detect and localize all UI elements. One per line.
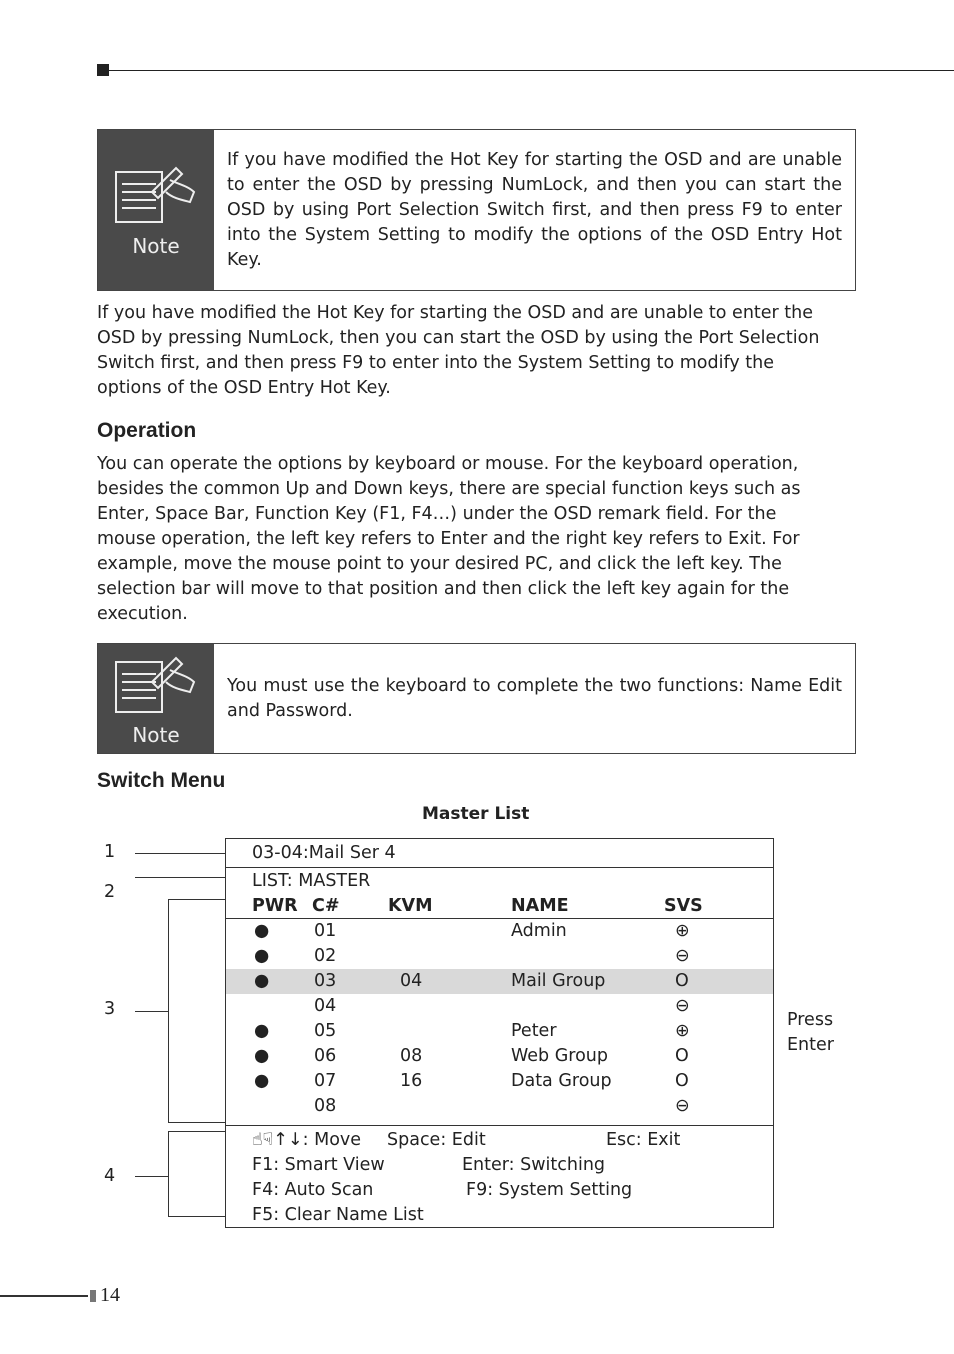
- callout-2-line: [135, 877, 225, 878]
- osd-title-line: 03-04:Mail Ser 4: [252, 843, 396, 863]
- callout-3: 3: [104, 999, 116, 1019]
- callout-3-bracket-top: [168, 899, 225, 900]
- cell-name: Web Group: [511, 1046, 608, 1066]
- footer-rule: [0, 1295, 88, 1297]
- cell-pwr: ●: [254, 1046, 270, 1066]
- osd-help-line-3: F4: Auto Scan F9: System Setting: [252, 1180, 633, 1200]
- cell-kvm: 16: [400, 1071, 423, 1091]
- cell-name: Mail Group: [511, 971, 606, 991]
- cell-svs: ⊖: [675, 996, 690, 1016]
- osd-help-line-1: ☝☟↑↓: Move Space: Edit Esc: Exit: [252, 1130, 681, 1150]
- callout-4-bracket-top: [168, 1131, 225, 1132]
- cell-kvm: 08: [400, 1046, 423, 1066]
- callout-4-bracket-bottom: [168, 1216, 225, 1217]
- cell-name: Admin: [511, 921, 567, 941]
- cell-kvm: 04: [400, 971, 423, 991]
- table-row[interactable]: [226, 969, 773, 994]
- cell-pwr: ●: [254, 1021, 270, 1041]
- callout-2: 2: [104, 882, 116, 902]
- osd-column-headers: PWR C# KVM NAME SVS: [252, 896, 703, 916]
- cell-c: 05: [314, 1021, 337, 1041]
- cell-c: 03: [314, 971, 337, 991]
- header-rule: [109, 70, 954, 71]
- table-row[interactable]: [226, 919, 773, 944]
- cell-svs: ⊕: [675, 921, 690, 941]
- page-number: 14: [100, 1284, 120, 1306]
- table-row[interactable]: [226, 994, 773, 1019]
- operation-heading: Operation: [97, 419, 197, 442]
- divider: [226, 867, 773, 868]
- callout-4-bracket: [168, 1131, 169, 1217]
- cell-pwr: ●: [254, 921, 270, 941]
- cell-svs: O: [675, 1046, 689, 1066]
- cell-name: Peter: [511, 1021, 557, 1041]
- callout-3-bracket: [168, 899, 169, 1123]
- cell-pwr: ●: [254, 1071, 270, 1091]
- operation-paragraph: You can operate the options by keyboard or mouse. For the keyboard operation, besides the common Up and Down keys, there are special function keys such as Enter, Space Bar, Function Key (F1, F4…) under the OSD remark field. For the mouse operation, the left key refers to Enter and the right key refers to Exit. For example, move the mouse point to your desired PC, and click the left key. The selection bar will move to that position and then click the left key again for the execution.: [97, 454, 801, 624]
- cell-c: 01: [314, 921, 337, 941]
- note-pen-icon: [112, 652, 198, 716]
- callout-3-bracket-bottom: [168, 1122, 225, 1123]
- cell-c: 04: [314, 996, 337, 1016]
- cell-pwr: ●: [254, 946, 270, 966]
- master-list-caption: Master List: [422, 804, 530, 824]
- callout-4: 4: [104, 1166, 116, 1186]
- cell-svs: ⊖: [675, 946, 690, 966]
- header-square: [97, 64, 109, 76]
- callout-4-line: [135, 1176, 168, 1177]
- callout-1-line: [135, 853, 225, 854]
- cell-c: 08: [314, 1096, 337, 1116]
- divider: [226, 1125, 773, 1126]
- table-row[interactable]: [226, 944, 773, 969]
- footer-marker: [90, 1290, 96, 1302]
- note-label: Note: [132, 723, 180, 747]
- table-row[interactable]: [226, 1019, 773, 1044]
- osd-master-list: [225, 838, 774, 1228]
- hotkey-paragraph: If you have modified the Hot Key for starting the OSD and are unable to enter the OSD by pressing NumLock, then you can start the OSD by using the Port Selection Switch first, and then press F9 to enter into the System Setting to modify the options of the OSD Entry Hot Key.: [97, 303, 820, 398]
- callout-3-line: [135, 1011, 168, 1012]
- press-enter-label: Press Enter: [787, 1010, 834, 1055]
- callout-1: 1: [104, 842, 116, 862]
- note-sidebar: [98, 130, 214, 290]
- table-row[interactable]: [226, 1069, 773, 1094]
- note-label: Note: [132, 234, 180, 258]
- cell-c: 06: [314, 1046, 337, 1066]
- cell-pwr: ●: [254, 971, 270, 991]
- cell-svs: ⊕: [675, 1021, 690, 1041]
- note-box-hotkey: [97, 129, 856, 291]
- note-box-keyboard: [97, 643, 856, 754]
- cell-svs: ⊖: [675, 1096, 690, 1116]
- table-row[interactable]: [226, 1094, 773, 1119]
- osd-help-line-4: F5: Clear Name List: [252, 1205, 424, 1225]
- cell-svs: O: [675, 971, 689, 991]
- cell-c: 02: [314, 946, 337, 966]
- note-text: You must use the keyboard to complete the two functions: Name Edit and Password.: [227, 675, 842, 721]
- cell-name: Data Group: [511, 1071, 612, 1091]
- cell-svs: O: [675, 1071, 689, 1091]
- cell-c: 07: [314, 1071, 337, 1091]
- note-sidebar: [98, 644, 214, 753]
- osd-help-line-2: F1: Smart View Enter: Switching: [252, 1155, 606, 1175]
- note-pen-icon: [112, 162, 198, 226]
- table-row[interactable]: [226, 1044, 773, 1069]
- osd-list-line: LIST: MASTER: [252, 871, 371, 891]
- switch-menu-heading: Switch Menu: [97, 769, 226, 792]
- note-text: If you have modified the Hot Key for starting the OSD and are unable to enter the OSD by pressing NumLock, and then you can start the OSD by using Port Selection Switch first, and then press F9 to enter into the System Setting to modify the options of the OSD Entry Hot Key.: [227, 149, 842, 270]
